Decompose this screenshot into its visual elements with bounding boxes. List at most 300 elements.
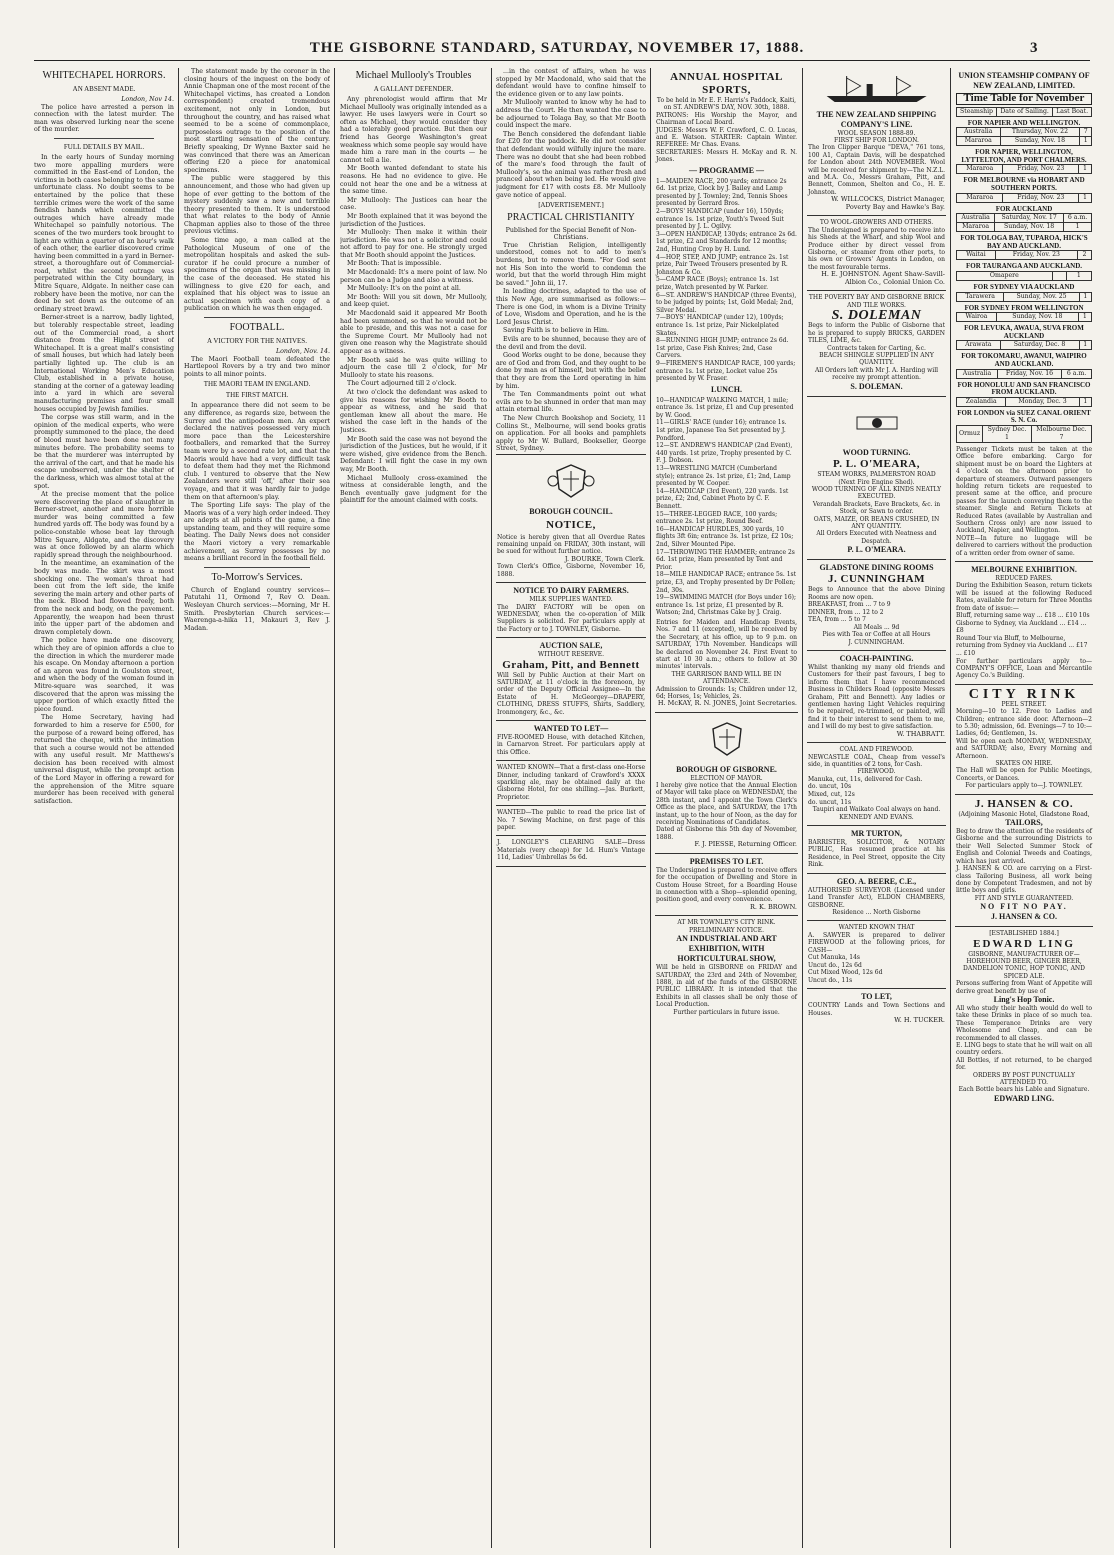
notice-place: Town Clerk's Office, Gisborne, November 16, 1888. [497, 563, 645, 578]
article-paragraph: Berner-street is a narrow, badly lighted, but tolerably respectable street, leading out of the Commercial road, a short distance from the Hight street of Whitechapel. It is a great mall's consisting of small houses, but which had lately been partially lighted up. The club is an International Working Men's Education Club, established in a private house, standing at the corner of a gateway leading into a yard in which are several manufacturing premises and four small houses occupied by Jewish families. [34, 314, 174, 413]
ad-title: GLADSTONE DINING ROOMS [819, 563, 934, 573]
route-heading: FOR TAURANGA AND AUCKLAND. [965, 262, 1083, 271]
ad-text: Will be held in GISBORNE on FRIDAY and SATURDAY, the 23rd and 24th of November, 1888, in aid of the funds of the GISBORNE PUBLIC LIBRARY. It is intended that the Exhibits in all classes shall be only those of Local Production. [656, 964, 797, 1009]
article-paragraph: The corpse was still warm, and in the opinion of the medical experts, who were promptly summoned to the place, the deed of blood must have been done not many minutes before. The probability seems to be that the murderer was interrupted by the arrival of the cart, and that he made his escape unobserved, under the shelter of the darkness, which was almost total at the spot. [34, 414, 174, 490]
table-cell [1052, 271, 1066, 280]
table-cell: 1 [1079, 292, 1091, 301]
ad-signature: R. K. BROWN. [749, 902, 797, 911]
column-divider [802, 68, 803, 1548]
article-subheading: FULL DETAILS BY MAIL. [63, 142, 145, 151]
table-cell: 1 [1080, 137, 1092, 146]
article-paragraph: Mr Booth: Will you sit down, Mr Mullooly, and keep quiet. [340, 293, 487, 309]
article-paragraph: The police have made one discovery, which they are of opinion affords a clue to the direction in which the murderer made his escape. On Monday afternoon a portion of an apron was found in Goulston street, and when the body of the woman found in Mitre-square was searched, it was discovered that the apron was missing the upper portion of which exactly fitted the piece found. [34, 637, 174, 713]
ad-heading: AT MR TOWNLEY'S CITY RINK. [677, 919, 776, 927]
ad-text: A. SAWYER is prepared to deliver FIREWOOD at the following prices, for CASH— [808, 931, 945, 954]
article-paragraph: Some time ago, a man called at the Pathological Museum of one of the metropolitan hospitals and asked the sub-curator if he could procure a number of specimens of the organ that was missing in the case of the deceased. He stated his willingness to give £20 for each, and explained that his object was to issue an actual specimen with each copy of a publication on which he was then engaged. [184, 237, 330, 313]
programme-item: 15—THREE-LEGGED RACE, 100 yards; entrance 2s. 1st prize, Round Beef. [656, 510, 778, 526]
ad-text: WANTED KNOWN—That a first-class one-Horse Dinner, including tankard of Crawford's XXXX sparkling ale, may be obtained daily at the Gisborne Hotel, for one shilling.—Jas. Burkett, Proprietor. [497, 764, 645, 801]
table-cell: Mararoa [957, 223, 995, 232]
ad-name: J. HANSEN & CO. [974, 797, 1074, 810]
ad-title: PREMISES TO LET. [689, 856, 764, 866]
article-paragraph: The Ten Commandments point out what evils are to be shunned in order that man may attain eternal life. [496, 391, 646, 414]
programme-item: 7—BOYS' HANDICAP (under 12), 100yds; entrance 1s. 1st prize, Pair Nickelplated Skates. [656, 314, 784, 337]
newspaper-title: THE GISBORNE STANDARD, SATURDAY, NOVEMBER 17, 1888. [309, 40, 805, 56]
article-paragraph: The Sporting Life says: The play of the Maoris was of a very high order indeed. They are adepts at all points of the game, a fine upstanding team, and they will require some beating. The Daily News does not consider the Maori victory a very remarkable achievement, as Surrey possesses by no means a brilliant record in the football field. [184, 502, 330, 563]
programme-item: 9—FIREMEN'S HANDICAP RACE, 100 yards; entrance 1s. 1st prize, Locket value 25s presented by W. Fraser. [656, 359, 796, 383]
wanted-ad [496, 806, 646, 836]
ad-name: EDWARD LING [973, 937, 1075, 950]
table-row [957, 165, 1092, 174]
ad-note: OATS, MAIZE, OR BEANS CRUSHED, IN ANY QUANTITY. [813, 515, 940, 530]
ad-signature: For particulars apply to—J. TOWNLEY. [965, 782, 1083, 790]
route-table [956, 193, 1092, 203]
programme-item: 8—RUNNING HIGH JUMP; entrance 2s 6d. 1st prize, Case Fish Knives; 2nd, Case Carvers. [656, 337, 789, 360]
notice-title: NOTICE TO DAIRY FARMERS. [513, 586, 629, 596]
table-cell: Melbourne Dec. 7 [1031, 425, 1091, 442]
coal-firewood-ad [807, 743, 946, 826]
exhibition-ad [655, 916, 798, 1020]
ad-text: AUTHORISED SURVEYOR (Licensed under Land Transfer Act), ELDON CHAMBERS, GISBORNE. [808, 886, 945, 909]
timetable-column-header: Steamship [957, 107, 997, 116]
ad-text: Will Sell by Public Auction at their Mart on SATURDAY, at 11 o'clock in the forenoon, by order of the Deputy Official Assignee—In the Estate of H. McGeorgey—DRAPERY, CLOTHING, DRESS STUFFS, Shirts, Saddlery, Ironmongery, &c., &c. [497, 671, 645, 716]
auction-ad [496, 638, 646, 721]
notice-signature: F. J. PIESSE, Returning Officer. [694, 840, 797, 849]
price-item: Cut Mixed Wood, 12s 6d [808, 969, 883, 977]
clearing-sale-ad [496, 836, 646, 866]
fare-item: Bluff, returning same way ... £18 ... £10 10s [956, 612, 1090, 619]
brick-works-ad [807, 291, 946, 396]
column-3 [340, 68, 487, 1548]
article-subheading: A VICTORY FOR THE NATIVES. [207, 337, 307, 345]
ad-note: ORDERS BY POST PUNCTUALLY ATTENDED TO. [973, 1071, 1075, 1087]
article-paragraph: Any phrenologist would affirm that Mr Michael Mullooly was originally intended as a lawyer. He uses lawyers were in Court so often as Michael, they would consider they had a tolerably good practice. But then our friend has George Washington's great weakness which some people say would have made him a rare man in the courts — he cannot tell a lie. [340, 96, 487, 164]
programme-item: 12—ST. ANDREW'S HANDICAP (2nd Event), 440 yards. 1st prize, Trophy presented by C. F. J. Dobson. [656, 442, 793, 465]
table-cell: 6 a.m. [1064, 214, 1092, 223]
table-cell: Sunday, Nov. 18 [995, 223, 1064, 232]
notice-heading: BOROUGH COUNCIL. [529, 506, 613, 516]
ad-text: Morning—10 to 12. Free to Ladies and Children; entrance side door. Afternoon—2 to 5.30; admission, 6d. Evenings—7 to 10:—Ladies, 6d; Gentlemen, 1s. [956, 708, 1092, 738]
ad-footer: Further particulars in future issue. [673, 1008, 780, 1016]
notice-subheading: ELECTION OF MAYOR. [690, 774, 763, 782]
price-item: Manuka, cut, 11s, delivered for Cash. [808, 775, 923, 783]
ad-text: J. HANSEN & CO. are carrying on a First-class Tailoring Business, all work being done by Competent Tradesmen, and not by little boys and girls. [956, 865, 1092, 895]
route-table [956, 369, 1092, 379]
shipping-company-ad [807, 68, 946, 216]
timetable-routes [956, 120, 1092, 443]
programme-item: 11—GIRLS' RACE (under 16); entrance 1s. 1st prize, Japanese Tea Set presented by J. Pondford. [656, 419, 787, 442]
timetable-column-header: Last Boat. [1053, 107, 1092, 116]
column-7 [955, 68, 1093, 1548]
ad-note: Verandah Brackets, Eave Brackets, &c. in Stock, or Sawn to order. [812, 500, 941, 516]
table-cell: 7 [1080, 128, 1092, 137]
ad-title: MELBOURNE EXHIBITION. [971, 564, 1077, 574]
solicitor-ad [807, 826, 946, 874]
coach-painting-ad [807, 651, 946, 743]
dairy-notice [496, 583, 646, 638]
route-heading: FOR SYDNEY VIA AUCKLAND [973, 282, 1075, 291]
dateline: London, Nov 14. [121, 96, 174, 103]
ad-title: AUCTION SALE, [539, 641, 603, 651]
meal-time: TEA, from ... 5 to 7 [808, 616, 866, 624]
ad-text: The Iron Clipper Barque "DEVA," 761 tons, 100 A1, Captain Davis, will be despatched for London about 24th NOVEMBER. Wool will be received for shipment by—The N.Z.L. and M.A. Co., Messrs Graham, Pitt, and Bennett, Common, Shelton and Co., H. E. Johnston. [808, 144, 945, 196]
ad-signature: H. E. JOHNSTON. Agent Shaw-Savill-Albion Co., Colonial Union Co. [821, 270, 945, 286]
article-paragraph: Church of England country services—Patutahi 11, Ormond 7, Rev O. Dean. Wesleyan Church services:—Morning, Mr H. Smith. Presbyterian Church services:—Waerenga-a-hika 11, Makauri 3, Rev J. Madan. [184, 586, 330, 632]
ad-name: S. DOLEMAN [831, 308, 922, 324]
hospital-sports-ad [655, 68, 798, 713]
table-cell: Sunday, Nov. 18 [996, 313, 1078, 322]
route-table [956, 425, 1092, 443]
to-let-ad [807, 989, 946, 1028]
route-table [956, 250, 1092, 260]
ad-text: J. LONGLEY'S CLEARING SALE—Dress Materials (very cheap) for 1d. Hum's Vintage 11d, Ladies' Umbrellas 5s 6d. [497, 839, 645, 862]
notice-date: Dated at Gisborne this 5th day of November, 1888. [656, 826, 797, 841]
route-heading: FOR LONDON via SUEZ CANAL ORIENT S. N. Co. [957, 408, 1091, 425]
table-row [957, 128, 1092, 137]
divider [204, 317, 310, 318]
ad-text: WANTED—The public to read the price list of No. 7 Sewing Machine, on first page of this paper. [497, 809, 645, 832]
table-cell: Omapere [957, 271, 1053, 280]
notice-title: NOTICE, [546, 518, 596, 531]
ad-text: The Undersigned is prepared to receive into his Sheds at the Wharf, and ship Wool and Produce either by direct vessel from Gisborne, or steamer from other ports, to his own or Growers' Agents in London, on the most favourable terms. [808, 226, 945, 271]
article-paragraph: In leading doctrines, adapted to the use of this New Age, are summarised as follows:— There is one God, in whom is a Divine Trinity of Love, Wisdom and Operation, and he is the Lord Jesus Christ. [496, 288, 646, 326]
premises-ad [655, 854, 798, 917]
column-divider [650, 68, 651, 1548]
tailors-ad [955, 795, 1093, 927]
table-row [957, 214, 1092, 223]
ad-note: All Orders Executed with Neatness and Despatch. [816, 530, 937, 545]
route-heading: FOR HONOLULU AND SAN FRANCISCO FROM AUCKLAND. [957, 380, 1091, 397]
table-row [957, 137, 1092, 146]
ad-text: Persons suffering from Want of Appetite will derive great benefit by use of [956, 980, 1092, 995]
table-row [957, 223, 1092, 232]
masthead-rule [34, 60, 1090, 61]
article-subheading: A GALLANT DEFENDER. [373, 85, 454, 93]
ad-title: AN INDUSTRIAL AND ART EXHIBITION, WITH HORTICULTURAL SHOW, [676, 934, 777, 964]
column-6 [807, 68, 946, 1548]
ad-title: THE POVERTY BAY AND GISBORNE BRICK AND TILE WORKS. [808, 294, 945, 309]
ad-signature: W. WILLCOCKS, District Manager, Poverty Bay and Hawke's Bay. [831, 195, 945, 211]
article-paragraph: Mr Booth explained that it was beyond the jurisdiction of the Justices. [340, 212, 487, 228]
article-paragraph: Mr Mullooly: Then make it within their jurisdiction. He was not a solicitor and could not afford to pay for one. He strongly urged that Mr Booth should appoint the Justices. [340, 229, 487, 259]
meal-time: BREAKFAST, from ... 7 to 9 [808, 601, 891, 608]
lunch-heading: LUNCH. [711, 384, 742, 394]
programme-item: 19—SWIMMING MATCH (for Boys under 16); entrance 1s. 1st prize, £1 presented by R. Watson; 2nd, Christmas Cake by J. Craig. [656, 594, 797, 617]
mayor-election-notice [655, 713, 798, 854]
route-table [956, 164, 1092, 174]
column-divider [491, 68, 492, 1548]
ad-text: COUNTRY Lands and Town Sections and Houses. [808, 1002, 945, 1017]
table-cell: Waitai [957, 251, 996, 260]
column-divider [334, 68, 335, 1548]
aerated-waters-ad [955, 927, 1093, 1108]
column-divider [178, 68, 179, 1548]
ad-text: E. LING begs to state that he will wait on all country orders. [956, 1042, 1092, 1057]
ad-note: For further particulars apply to—COMPANY'S OFFICE, Loan and Mercantile Agency Co.'s Building. [956, 657, 1092, 680]
article-heading: WHITECHAPEL HORRORS. [42, 70, 166, 81]
price-item: Uncut do., 12s 6d [808, 961, 862, 969]
route-heading: FOR TOLOGA BAY, TUPAROA, HICK'S BAY AND AUCKLAND. [960, 234, 1088, 250]
ad-text: The Hall will be open for Public Meetings, Concerts, or Dances. [956, 767, 1092, 782]
programme-heading: — PROGRAMME — [688, 165, 765, 175]
city-rink-ad [955, 685, 1093, 795]
table-cell: Tarawera [957, 292, 1004, 301]
price-item: Mixed, cut, 12s [808, 791, 855, 799]
firewood-wanted-ad [807, 921, 946, 989]
route-heading: FOR NAPIER AND WELLINGTON. [967, 118, 1081, 127]
coat-of-arms-icon [697, 719, 757, 759]
ad-title: GEO. A. BEERE, C.E., [836, 876, 917, 886]
article-paragraph: The Maori Football team defeated the Hartlepool Rovers by a try and two minor points to all minor points. [184, 355, 330, 378]
table-row [957, 193, 1092, 202]
table-cell: Mararoa [957, 193, 1003, 202]
article-paragraph: Mr Macdonald said it appeared Mr Booth had been summoned, so that he would not be able to preside, and this was not a case for the Supreme Court. Mr Mullooly had not given one reason why the Magistrate should appear as a witness. [340, 310, 487, 355]
table-cell: Australia [957, 128, 1001, 137]
table-cell: 6 a.m. [1062, 369, 1092, 378]
route-table [956, 213, 1092, 232]
table-cell: Sydney Dec. 1 [983, 425, 1032, 442]
article-paragraph: At the precise moment that the police were discovering the place of slaughter in Berner-street, another and more horrible murder was being committed a few hundred yards off. The body was found by a police-constable whose beat lay through Mitre Square, Aldgate, and the discovery was at once followed by an alarm which rapidly spread through the neighbourhood. [34, 491, 174, 559]
article-subheading: Published for the Special Benefit of Non-Christians. [505, 226, 637, 242]
route-heading: FOR LEVUKA, AWAUA, SUVA FROM AUCKLAND [964, 324, 1084, 340]
ad-text: Will be open each MONDAY, WEDNESDAY, and SATURDAY; also, Every Morning and Afternoon. [956, 737, 1092, 760]
ad-title: WANTED TO LET— [533, 724, 609, 733]
table-row [957, 313, 1092, 322]
ad-subtitle: FIRST SHIP FOR LONDON. [834, 137, 919, 144]
ad-text: Begs to inform the Public of Gisborne that he is prepared to supply BRICKS, GARDEN TILES, LIME, &c. [808, 322, 945, 345]
notice-subtitle: MILK SUPPLIES WANTED. [529, 596, 613, 604]
programme-item: 1—MAIDEN RACE, 200 yards; entrance 2s 6d. 1st prize, Clock by J. Bailey and Lamp presented by J. Townley; 2nd, Tennis Shoes presented by Gerrard Bros. [656, 177, 788, 208]
notice-text: Notice is hereby given that all Overdue Rates remaining unpaid on FRIDAY, 30th instant, will be sued for without further notice. [497, 533, 645, 556]
masthead [0, 0, 1114, 70]
admission-note: Admission to Grounds: 1s; Children under 12, 6d; Horses, 1s; Vehicles, 2s. [656, 685, 797, 700]
ad-title: TO WOOL-GROWERS AND OTHERS. [819, 219, 934, 227]
programme-item: 17—THROWING THE HAMMER; entrance 2s 6d. 1st prize, Ham presented by Tent and Prior. [656, 548, 795, 571]
article-heading: PRACTICAL CHRISTIANITY [507, 211, 635, 223]
column-divider [950, 68, 951, 1548]
article-paragraph: Mr Booth wanted defendant to state his reasons. He had no evidence to give. He could not hear the one and be a witness at the same time. [340, 165, 487, 196]
borough-council-notice [496, 454, 646, 583]
sports-judges: JUDGES: Messrs W. F. Crawford, C. O. Lucas, and E. Watson. STARTER: Captain Winter. REFEREE: Mr Chas. Evans. [656, 126, 797, 149]
programme-item: 13—WRESTLING MATCH (Cumberland style); entrance 2s. 1st prize, £1; 2nd, Lamp presented by W. Cooper. [656, 465, 791, 488]
meal-note: Pies with Tea or Coffee at all Hours [822, 631, 931, 639]
table-cell: 1 [1064, 223, 1092, 232]
table-row [957, 341, 1092, 350]
price-item: do. uncut, 10s [808, 783, 852, 791]
route-heading: FOR MELBOURNE via HOBART AND SOUTHERN PORTS. [963, 176, 1085, 192]
table-cell: 2 [1077, 251, 1091, 260]
notice-text: The DAIRY FACTORY will be open on WEDNESDAY, when the co-operation of Milk Suppliers is solicited. For particulars apply at the Factory or to J. TOWNLEY, Gisborne. [497, 603, 645, 633]
ad-note: Each Bottle bears his Lable and Signature. [958, 1086, 1090, 1094]
column-1 [34, 68, 174, 1548]
ad-note: WOOD TURNING OF ALL KINDS NEATLY EXECUTED. [811, 485, 942, 501]
advertisement-tag: [ADVERTISEMENT.] [538, 202, 604, 210]
table-row [957, 425, 1092, 442]
article-paragraph: In the meantime, an examination of the body was made. The skirt was a most shocking one. The woman's throat had been cut from the left side, the knife severing the main artery and other parts of the neck. Blood had flowed freely, both from the neck and body, on the pavement. Apparently, the weapon had been thrust into the upper part of the abdomen and drawn completely down. [34, 560, 174, 636]
article-paragraph: True Christian Religion, intelligently understood, comes not to add to men's burdens, but to remove them. "For God sent not His Son into the world to condemn the world, but that the world through Him might be saved." John iii, 17. [496, 241, 646, 287]
ad-product: Ling's Hop Tonic. [993, 994, 1055, 1004]
ad-title: COAL AND FIREWOOD. [839, 746, 914, 754]
ad-text: NEWCASTLE COAL, Cheap from vessel's side, in quantities of 2 tons, for Cash. [808, 753, 945, 769]
route-table [956, 292, 1092, 302]
article-heading: Michael Mullooly's Troubles [355, 70, 472, 81]
route-table [956, 127, 1092, 146]
ad-note: SKATES ON HIRE. [995, 760, 1053, 768]
ad-note: All Orders left with Mr J. A. Harding will receive my prompt attention. [814, 366, 939, 382]
article-paragraph: ...in the contest of affairs, when he was stopped by Mr Macdonald, who said that the defendant would have to confine himself to the evidence given or to any law points. [496, 68, 646, 98]
ad-title: COACH-PAINTING. [839, 654, 914, 663]
ad-note: [ESTABLISHED 1884.] [989, 930, 1059, 938]
article-paragraph: Evils are to be shunned, because they are of the devil and from the devil. [496, 336, 646, 351]
ad-subtitle: (Adjoining Masonic Hotel, Gladstone Road, [958, 810, 1090, 818]
article-paragraph: The Home Secretary, having had forwarded to him a reserve for £500, for the purpose of a reward being offered, has returned the cheque, with the intimation that such a course would not be attended with any useful result. Mr Matthews's decision has been received with almost universal disgust, while the prompt action of the Lord Mayor in offering a reward for the apprehension of the Mitre square murderer has been received with general satisfaction. [34, 714, 174, 805]
page-number: 3 [1030, 40, 1038, 56]
table-cell: Mararoa [957, 165, 1003, 174]
ad-title: TAILORS, [1005, 818, 1043, 828]
article-paragraph: At two o'clock the defendant was asked to give his reasons for wishing Mr Booth to appear as witness, and he said that gentleman knew all about the mare. He wished the case left in the hands of the Justices. [340, 388, 487, 434]
ad-text: BARRISTER, SOLICITOR, & NOTARY PUBLIC, Has resumed practice at his Residence, in Peel Street, opposite the City Rink. [808, 839, 945, 869]
ad-title: WANTED KNOWN THAT [838, 924, 915, 932]
table-cell: Wairoa [957, 313, 997, 322]
ad-text: All who study their health would do well to take these Drinks in place of so much tea. These Temperance Drinks are very Wholesome and Cheap, and can be recommended to all classes. [956, 1004, 1092, 1042]
ad-signature: W. H. TUCKER. [894, 1016, 945, 1025]
article-paragraph: Mr Mullooly: It's on the point at all. [347, 285, 461, 293]
coat-of-arms-icon [541, 461, 601, 501]
programme-item: 10—HANDICAP WALKING MATCH, 1 mile; entrance 3s. 1st prize, £1 and Cup presented by W. Good. [656, 396, 794, 419]
wood-turning-ad [807, 397, 946, 561]
timetable-heading: Time Table for November [956, 93, 1092, 105]
table-cell: Friday, Nov. 23 [1003, 165, 1079, 174]
route-heading: FOR NAPIER, WELLINGTON, LYTTELTON, AND PORT CHALMERS. [961, 148, 1087, 164]
route-table [956, 397, 1092, 407]
route-table [956, 340, 1092, 350]
union-steamship-ad [955, 68, 1093, 562]
article-paragraph: The New Church Bookshop and Society, 11 Collins St., Melbourne, will send books gratis on application. For all books and pamphlets apply to Mr W. Bullard, Bookseller, George Street, Sydney. [496, 414, 646, 453]
programme-item: 16—HANDICAP HURDLES, 300 yards, 10 flights 3ft 6in; entrance 3s. 1st prize, £2 10s; 2nd, Silver Mounted Pipe. [656, 525, 794, 548]
sports-venue: To be held in Mr E. F. Harris's Paddock, Kaiti, on ST. ANDREW'S DAY, NOV. 30th, 1888. [656, 97, 797, 112]
table-cell: 1 [1066, 271, 1091, 280]
ad-text: During the Exhibition Season, return tickets will be issued at the following Reduced Rates, available for return for Three Months from date of issue:— [956, 582, 1092, 612]
dining-rooms-ad [807, 560, 946, 651]
wanted-known-ad [496, 761, 646, 806]
article-paragraph: Mr Macdonald: It's a mere point of law. No person can be a Judge and also a witness. [340, 269, 487, 284]
fare-item: Gisborne to Sydney, via Auckland ... £14 ... £8 [956, 619, 1087, 635]
article-subheading: THE FIRST MATCH. [225, 391, 289, 400]
ad-name: P. L. O'MEARA, [833, 458, 920, 471]
ad-text: Whilst thanking my many old friends and Customers for their past favours, I beg to inform them that I have recommenced Business in Childers Road (opposite Messrs Graham, Pitt and Bennett). Any ladies or gentlemen having Light Vehicles requiring to be repaired, re-trimmed, or painted, will find it to their interest to send them to me, and I will do my best to give satisfaction. [808, 664, 945, 731]
table-cell: 1 [1078, 313, 1091, 322]
auction-firm: Graham, Pitt, and Bennett [502, 658, 640, 671]
article-paragraph: Michael Mullooly cross-examined the witness at considerable length, and the Bench eventually gave judgment for the plaintiff for the amount claimed with costs. [340, 474, 487, 505]
timetable-header [956, 107, 1092, 117]
route-table [956, 271, 1092, 281]
ad-heading: ANNUAL HOSPITAL SPORTS, [670, 71, 783, 96]
table-cell: Sunday, Nov. 18 [1000, 137, 1080, 146]
price-item: Uncut do., 11s [808, 976, 853, 984]
ad-subtitle: STEAM WORKS, PALMERSTON ROAD (Next Fire Engine Shed). [817, 471, 936, 486]
wool-growers-ad [807, 216, 946, 291]
table-cell: Friday, Nov. 23 [1003, 193, 1079, 202]
ad-note: BEACH SHINGLE SUPPLIED IN ANY QUANTITY. [819, 351, 934, 367]
meal-price: All Meals ... 9d [853, 623, 900, 631]
article-paragraph: Mr Booth said the case was not beyond the jurisdiction of the Justices, but he would, if it were wished, give evidence from the Bench. Defendant: I will fight the case in my own way, Mr Booth. [340, 435, 487, 473]
table-cell: Ormuz [957, 425, 983, 442]
ad-signature: W. THABRATT. [896, 729, 945, 738]
ad-title: UNION STEAMSHIP COMPANY OF NEW ZEALAND, LIMITED. [958, 71, 1090, 90]
article-paragraph: Mr Mullooly: The Justices can hear the case. [340, 196, 487, 212]
ad-note: Residence ... North Gisborne [832, 908, 921, 916]
article-subheading: AN ABSENT MADE. [72, 85, 136, 93]
ad-signature: P. L. O'MEARA. [847, 545, 906, 555]
article-paragraph: Mr Booth: That is impossible. [347, 260, 442, 268]
programme-item: 14—HANDICAP (3rd Event), 220 yards. 1st prize, £2; 2nd, Cabinet Photo by C. F. Bennett. [656, 487, 789, 510]
table-cell: Friday, Nov. 23 [995, 251, 1077, 260]
article-paragraph: In appearance there did not seem to be any difference, as regards size, between the Surrey and the antipodean men. An expert declared the natives possessed very much more pace than the Leicestershire footballers, and remarked that the Surrey team were by a second rate lot, and that the Maoris would have had a very difficult task to defeat them had they met the Richmond club. I ventured to observe that the New Zealanders were still 'off,' after their sea voyage, and that it was hardly fair to judge them on that afternoon's play. [184, 402, 330, 501]
ad-signature: KENNEDY AND EVANS. [839, 813, 914, 821]
ad-signature: J. CUNNINGHAM. [848, 638, 905, 646]
table-row [957, 251, 1092, 260]
article-heading: To-Morrow's Services. [211, 571, 303, 583]
steamship-icon [815, 74, 938, 104]
dateline: London, Nov. 14. [275, 348, 330, 355]
table-cell: Thursday, Nov. 22 [1000, 128, 1080, 137]
notice-signature: J. BOURKE, Town Clerk. [564, 554, 645, 563]
article-subheading: THE MAORI TEAM IN ENGLAND. [203, 380, 311, 389]
column-5 [655, 68, 798, 1548]
ad-note: FIT AND STYLE GUARANTEED. [974, 894, 1074, 902]
band-note: THE GARRISON BAND WILL BE IN ATTENDANCE. [671, 670, 782, 686]
table-cell: 1 [1079, 193, 1092, 202]
table-cell: Mararoa [957, 137, 1001, 146]
programme-item: 6—ST. ANDREW'S HANDICAP (three Events), to be judged by points; 1st, Gold Medal; 2nd, Silver Medal. [656, 291, 797, 314]
surveyor-ad [807, 874, 946, 922]
route-heading: FOR AUCKLAND [995, 204, 1053, 213]
article-paragraph: Good Works ought to be done, because they are of God and from God, and they ought to be done by man as of himself, but with the belief that they are from the Lord operating in him by him. [496, 352, 646, 390]
article-paragraph: The Bench considered the defendant liable for £20 for the paddock. He did not consider that defendant would wilfully injure the mare. There was no doubt that she had been robbed of the mare's food through the fault of Mullooly's, so the animal was rather fresh and pranced about when being led. He would give judgment for £17 with costs £8. Mr Mullooly gave notice of appeal. [496, 130, 646, 199]
ad-slogan: NO FIT NO PAY. [980, 902, 1068, 912]
route-table [956, 312, 1092, 322]
article-paragraph: Saving Faith is to believe in Him. [503, 327, 609, 335]
table-cell: 1 [1079, 397, 1091, 406]
table-cell: 1 [1079, 341, 1091, 350]
sports-patrons: PATRONS: His Worship the Mayor, and Chairman of Local Board. [656, 111, 797, 127]
article-paragraph: Mr Booth said he was quite willing to adjourn the case till 2 o'clock, for Mr Mullooly to state his reasons. [340, 356, 487, 379]
sports-signature: H. McKAY, R. N. JONES, Joint Secretaries. [657, 699, 797, 708]
route-heading: FOR SYDNEY FROM WELLINGTON [964, 303, 1084, 312]
ad-text: Beg to draw the attention of the residents of Gisborne and the surrounding Districts to their Well Selected Summer Stock of English and Colonial Tweeds and Coatings, which has just arrived. [956, 828, 1092, 865]
ad-text: All Bottles, if not returned, to be charged for. [956, 1056, 1092, 1072]
programme-item: 5—CAMP RACE (Boys); entrance 1s. 1st prize, Watch presented by W. Parker. [656, 276, 779, 291]
article-paragraph: The Court adjourned till 2 o'clock. [347, 380, 457, 388]
route-heading: FOR TOKOMARU, AWANUI, WAIPIRO AND AUCKLAND. [961, 352, 1087, 368]
programme-item: 18—MILE HANDICAP RACE; entrance 5s. 1st prize, £3, and Trophy presented by Dr Pollen; 2nd, 30s. [656, 571, 797, 594]
table-row [957, 397, 1092, 406]
ad-title: TO LET, [861, 992, 892, 1002]
divider [54, 138, 154, 139]
programme-item: 4—HOP, STEP, AND JUMP; entrance 2s. 1st prize, Pair Tweed Trousers presented by R. Johnston & Co. [656, 253, 789, 276]
ad-note: Taupiri and Waikato Coal always on hand. [812, 806, 941, 814]
article-paragraph: Mr Mullooly wanted to know why he had to address the Court. He then wanted the case to be adjourned to Tolaga Bay, so that Mr Booth could inspect the mare. [496, 99, 646, 130]
article-paragraph: The public were staggered by this announcement, and those who had given up hope of ever getting to the bottom of the mystery suddenly saw a new and terrible theory presented to them. It is understood that what relates to the body of Annie Chapman applies also to those of the three previous victims. [184, 175, 330, 236]
wanted-to-let-ad [496, 721, 646, 761]
column-2 [184, 68, 330, 1548]
ad-text: FIVE-ROOMED House, with detached Kitchen, in Carnarvon Street. For particulars apply at this Office. [497, 734, 645, 756]
timetable-column-header: Date of Sailing. [996, 107, 1052, 116]
table-cell: Saturday, Dec. 8 [1000, 341, 1079, 350]
sports-secretaries: SECRETARIES: Messrs H. McKay and R. N. Jones. [656, 148, 797, 164]
ad-signature: J. HANSEN & CO. [990, 912, 1057, 922]
ad-subtitle: WOOL SEASON 1888-89. [837, 129, 916, 137]
column-4 [496, 68, 646, 1548]
